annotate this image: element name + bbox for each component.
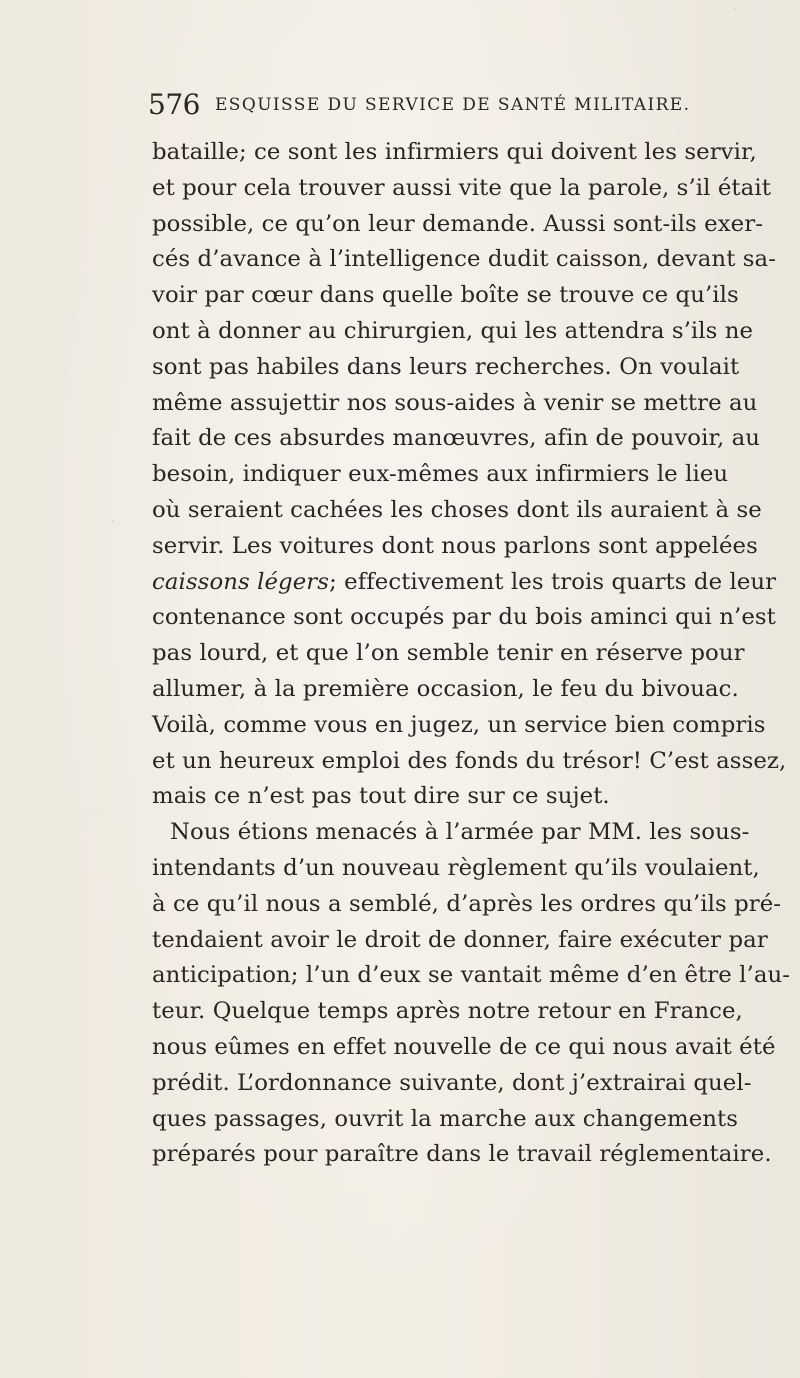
text-line: même assujettir nos sous-aides à venir se mettre au	[152, 389, 758, 416]
page-number: 576	[148, 88, 200, 121]
text-line: fait de ces absurdes manœuvres, afin de pouvoir, au	[152, 425, 761, 452]
paper-speck	[112, 520, 114, 522]
text-line: tendaient avoir le droit de donner, faire exécuter par	[152, 926, 768, 953]
text-line: ques passages, ouvrit la marche aux changements	[152, 1105, 739, 1132]
body-text	[152, 135, 791, 1173]
text-line: besoin, indiquer eux-mêmes aux infirmiers le lieu	[152, 461, 729, 488]
text-line: contenance sont occupés par du bois aminci qui n’est	[152, 604, 776, 631]
paper-speck	[650, 1090, 652, 1092]
text-line: intendants d’un nouveau règlement qu’ils voulaient,	[152, 854, 760, 881]
text-line: et pour cela trouver aussi vite que la parole, s’il était	[152, 174, 771, 201]
text-line: teur. Quelque temps après notre retour en France,	[152, 998, 743, 1025]
running-head: ESQUISSE DU SERVICE DE SANTÉ MILITAIRE.	[215, 95, 691, 115]
paper-speck	[734, 8, 736, 10]
text-line: bataille; ce sont les infirmiers qui doivent les servir,	[152, 139, 757, 165]
text-line: nous eûmes en effet nouvelle de ce qui nous avait été	[152, 1033, 776, 1060]
paper-speck	[95, 810, 97, 812]
text-line: servir. Les voitures dont nous parlons sont appelées	[152, 532, 758, 559]
text-line-paragraph-end: mais ce n’est pas tout dire sur ce sujet.	[152, 783, 610, 810]
text-line-with-italic	[152, 565, 777, 601]
text-line: Voilà, comme vous en jugez, un service bien compris	[152, 711, 766, 738]
text-line-final: préparés pour paraître dans le travail réglementaire.	[152, 1141, 772, 1168]
text-line: à ce qu’il nous a semblé, d’après les ordres qu’ils pré-	[152, 890, 782, 917]
text-line: et un heureux emploi des fonds du trésor! C’est assez,	[152, 747, 787, 774]
text-line: anticipation; l’un d’eux se vantait même d’en être l’au-	[152, 962, 791, 989]
text-line: voir par cœur dans quelle boîte se trouve ce qu’ils	[152, 282, 739, 309]
text-line: où seraient cachées les choses dont ils auraient à se	[152, 496, 762, 523]
text-line: prédit. L’ordonnance suivante, dont j’extrairai quel-	[152, 1069, 752, 1096]
text-line: cés d’avance à l’intelligence dudit caisson, devant sa-	[152, 246, 776, 273]
text-line: ont à donner au chirurgien, qui les attendra s’ils ne	[152, 317, 754, 344]
page-header	[148, 88, 708, 122]
text-line-rest: ; effectivement les trois quarts de leur	[329, 568, 777, 595]
text-line: possible, ce qu’on leur demande. Aussi sont-ils exer-	[152, 210, 763, 237]
text-line-paragraph-start: Nous étions menacés à l’armée par MM. les sous-	[170, 819, 750, 846]
italic-term: caissons légers	[152, 568, 330, 595]
text-line: sont pas habiles dans leurs recherches. On voulait	[152, 353, 740, 380]
text-line: allumer, à la première occasion, le feu du bivouac.	[152, 675, 739, 702]
text-line: pas lourd, et que l’on semble tenir en réserve pour	[152, 640, 745, 667]
